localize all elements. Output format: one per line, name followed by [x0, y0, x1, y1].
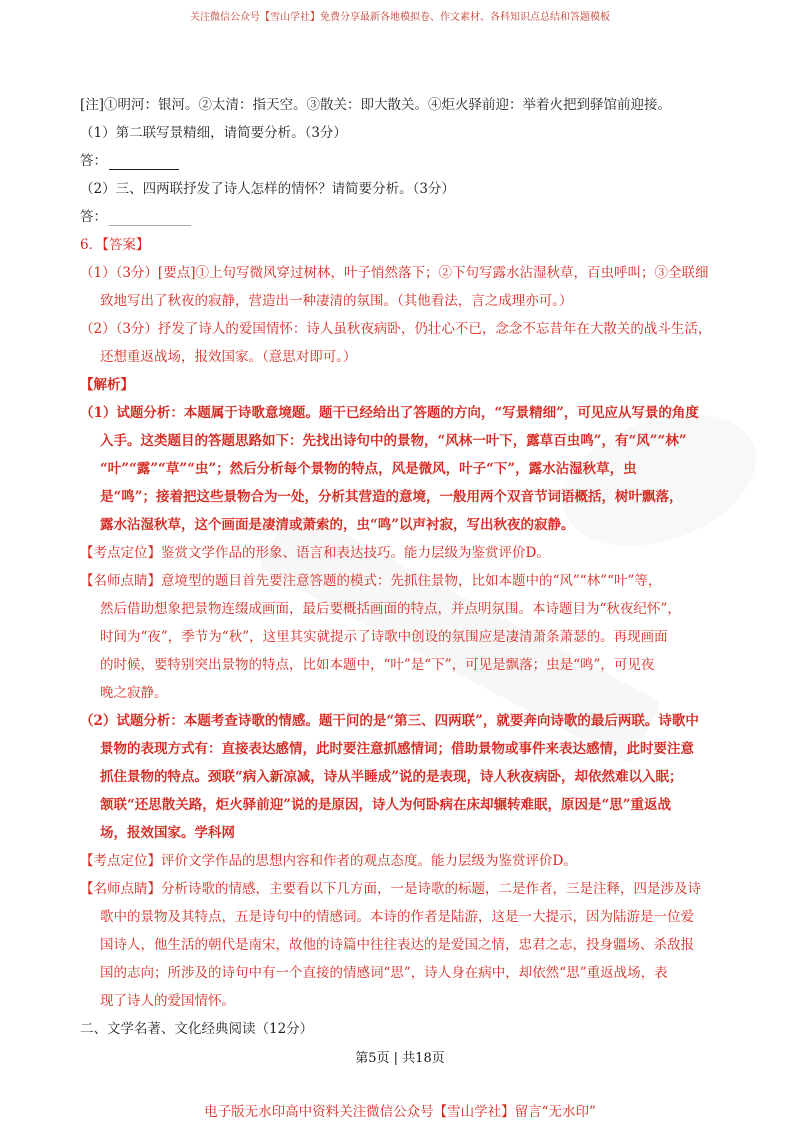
analysis-2-text: 景物的表现方式有：直接表达感情，此时要注意抓感情词；借助景物或事件来表达感情，此时要注意	[100, 741, 694, 757]
analysis-2-text: 颔联“还思散关路，炬火驿前迎”说的是原因，诗人为何卧病在床却辗转难眠，原因是“思”重返战	[100, 797, 672, 813]
answer-1-text: 致地写出了秋夜的寂静，营造出一种凄清的氛围。（其他看法，言之成理亦可。）	[100, 293, 573, 309]
analysis-1-text: 入手。这类题目的答题思路如下：先找出诗句中的景物，“风林一叶下，露草百虫鸣”，有“风”“林”	[100, 433, 687, 449]
answer-1-text: （1）（3分）[要点]①上句写微风穿过树林，叶子悄然落下；②下句写露水沾湿秋草，百虫呼叫；③全联细	[80, 265, 709, 281]
analysis-heading: 【解析】	[80, 377, 134, 393]
mingshi-1: 【名师点睛】意境型的题目首先要注意答题的模式：先抓住景物，比如本题中的“风”“林”“叶”等，	[80, 573, 662, 589]
answer-1-label: 答：	[80, 152, 179, 170]
mingshi-2: 国的志向；所涉及的诗句中有一个直接的情感词“思”，诗人身在病中，却依然“思”重返战场，表	[100, 965, 668, 981]
mingshi-1: 晚之寂静。	[100, 685, 168, 701]
analysis-1-text: “叶”“露”“草”“虫”；然后分析每个景物的特点，风是微风，叶子“下”，露水沾湿秋草，虫	[100, 461, 637, 477]
analysis-1-text: （1）试题分析：本题属于诗歌意境题。题干已经给出了答题的方向，“写景精细”，可见应从写景的角度	[80, 405, 699, 421]
mingshi-1: 然后借助想象把景物连缀成画面，最后要概括画面的特点，并点明氛围。本诗题目为“秋夜纪怀”，	[100, 601, 681, 617]
mingshi-1: 时间为“夜”，季节为“秋”，这里其实就提示了诗歌中创设的氛围应是凄清萧条萧瑟的。再现画面	[100, 629, 668, 645]
question-2: （2）三、四两联抒发了诗人怎样的情怀？请简要分析。（3分）	[80, 181, 455, 197]
page-number: 第5页 | 共18页	[355, 1051, 445, 1066]
mingshi-2: 国诗人，他生活的朝代是南宋，故他的诗篇中往往表达的是爱国之情，忠君之志，投身疆场、杀敌报	[100, 937, 694, 953]
analysis-1-text: 是“鸣”；接着把这些景物合为一处，分析其营造的意境，一般用两个双音节词语概括，树叶飘落，	[100, 489, 683, 505]
answer-2-label: 答：	[80, 208, 191, 226]
kaodian-1: 【考点定位】鉴赏文学作品的形象、语言和表达技巧。能力层级为鉴赏评价D。	[80, 545, 550, 561]
question-1: （1）第二联写景精细，请简要分析。（3分）	[80, 125, 347, 141]
answer-2-blank	[109, 213, 191, 226]
analysis-2-text: 场，报效国家。学科网	[100, 825, 235, 841]
answer-heading: 6．【答案】	[80, 237, 150, 253]
answer-2-text: 还想重返战场，报效国家。（意思对即可。）	[100, 349, 357, 365]
note-line: [注]①明河：银河。②太清：指天空。③散关：即大散关。④炬火驿前迎：举着火把到驿馆前迎接。	[80, 97, 672, 113]
answer-2-text: （2）（3分）抒发了诗人的爱国情怀：诗人虽秋夜病卧，仍壮心不已，念念不忘昔年在大散关的战斗生活，	[80, 321, 712, 337]
mingshi-2: 歌中的景物及其特点，五是诗句中的情感词。本诗的作者是陆游，这是一大提示，因为陆游是一位爱	[100, 909, 694, 925]
analysis-2-text: 抓住景物的特点。颈联“病入新凉减，诗从半睡成”说的是表现，诗人秋夜病卧，却依然难以入眠；	[100, 769, 683, 785]
mingshi-1: 的时候，要特别突出景物的特点，比如本题中，“叶”是“下”，可见是飘落；虫是“鸣”，可见夜	[100, 657, 655, 673]
mingshi-2: 现了诗人的爱国情怀。	[100, 993, 235, 1009]
section-heading: 二、文学名著、文化经典阅读（12分）	[80, 1021, 314, 1037]
analysis-1-text: 露水沾湿秋草，这个画面是凄清或萧索的，虫“鸣”以声衬寂，写出秋夜的寂静。	[100, 517, 575, 533]
bottom-banner: 电子版无水印高中资料关注微信公众号【雪山学社】留言“无水印”	[204, 1104, 596, 1120]
top-banner: 关注微信公众号【雪山学社】免费分享最新各地模拟卷、作文素材、各科知识点总结和答题模板	[190, 12, 610, 23]
kaodian-2: 【考点定位】评价文学作品的思想内容和作者的观点态度。能力层级为鉴赏评价D。	[80, 853, 577, 869]
answer-1-blank	[109, 157, 179, 170]
analysis-2-text: （2）试题分析：本题考查诗歌的情感。题干问的是“第三、四两联”，就要奔向诗歌的最后两联。诗歌中	[80, 713, 699, 729]
mingshi-2: 【名师点睛】分析诗歌的情感，主要看以下几方面，一是诗歌的标题，二是作者，三是注释，四是涉及诗	[80, 881, 701, 897]
